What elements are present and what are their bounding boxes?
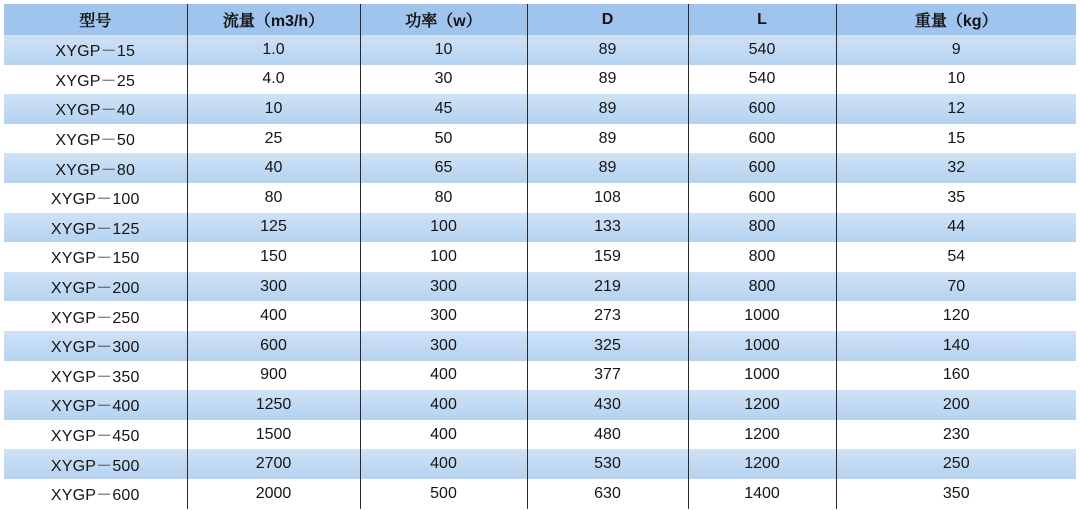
table-body — [4, 35, 1076, 509]
cell-d: 133 — [527, 213, 688, 243]
cell-model: XYGP－400 — [4, 390, 187, 420]
cell-weight: 10 — [947, 70, 966, 88]
table-row — [4, 153, 1076, 183]
cell-model: XYGP－450 — [4, 420, 187, 450]
table-row — [4, 65, 1076, 95]
table-row — [4, 124, 1076, 154]
cell-flow: 400 — [187, 301, 360, 331]
cell-flow: 40 — [187, 153, 360, 183]
cell-model: XYGP－250 — [4, 301, 187, 331]
cell-flow: 125 — [187, 213, 360, 243]
cell-l: 540 — [688, 65, 836, 95]
cell-l: 1200 — [688, 449, 836, 479]
cell-flow: 80 — [187, 183, 360, 213]
table-row — [4, 301, 1076, 331]
cell-model: XYGP－25 — [4, 65, 187, 95]
cell-d: 630 — [527, 479, 688, 509]
cell-power: 500 — [360, 479, 527, 509]
cell-weight: 230 — [942, 425, 970, 443]
cell-l: 600 — [688, 153, 836, 183]
cell-power: 300 — [360, 272, 527, 302]
table-row — [4, 449, 1076, 479]
cell-l: 600 — [688, 124, 836, 154]
cell-flow: 150 — [187, 242, 360, 272]
table-row — [4, 94, 1076, 124]
cell-model: XYGP－100 — [4, 183, 187, 213]
cell-l: 1000 — [688, 361, 836, 391]
cell-d: 480 — [527, 420, 688, 450]
header-flow: 流量（m3/h） — [187, 4, 360, 35]
cell-model: XYGP－15 — [4, 35, 187, 65]
cell-flow: 300 — [187, 272, 360, 302]
cell-weight: 44 — [947, 218, 966, 236]
cell-l: 800 — [688, 213, 836, 243]
cell-d: 530 — [527, 449, 688, 479]
cell-weight: 250 — [942, 455, 970, 473]
cell-d: 430 — [527, 390, 688, 420]
cell-flow: 10 — [187, 94, 360, 124]
cell-power: 100 — [360, 213, 527, 243]
cell-flow: 600 — [187, 331, 360, 361]
header-model: 型号 — [4, 4, 187, 35]
cell-d: 325 — [527, 331, 688, 361]
table-row — [4, 420, 1076, 450]
cell-power: 300 — [360, 301, 527, 331]
cell-model: XYGP－600 — [4, 479, 187, 509]
cell-power: 400 — [360, 449, 527, 479]
cell-power: 300 — [360, 331, 527, 361]
cell-d: 89 — [527, 65, 688, 95]
cell-flow: 25 — [187, 124, 360, 154]
table-header — [4, 4, 1076, 35]
cell-model: XYGP－125 — [4, 213, 187, 243]
header-row — [4, 4, 1076, 35]
cell-flow: 1.0 — [187, 35, 360, 65]
cell-l: 1400 — [688, 479, 836, 509]
cell-weight: 120 — [942, 307, 970, 325]
cell-d: 89 — [527, 35, 688, 65]
cell-power: 400 — [360, 361, 527, 391]
cell-power: 100 — [360, 242, 527, 272]
cell-flow: 2700 — [187, 449, 360, 479]
cell-d: 377 — [527, 361, 688, 391]
cell-weight: 12 — [947, 99, 966, 117]
header-weight: 重量（kg） — [914, 13, 998, 30]
cell-flow: 1250 — [187, 390, 360, 420]
cell-power: 10 — [360, 35, 527, 65]
cell-power: 400 — [360, 390, 527, 420]
table-row — [4, 183, 1076, 213]
cell-model: XYGP－500 — [4, 449, 187, 479]
cell-model: XYGP－150 — [4, 242, 187, 272]
table-row — [4, 479, 1076, 509]
cell-flow: 4.0 — [187, 65, 360, 95]
cell-l: 1200 — [688, 420, 836, 450]
cell-weight: 35 — [947, 188, 966, 206]
cell-weight: 200 — [942, 395, 970, 413]
table-row — [4, 390, 1076, 420]
cell-d: 273 — [527, 301, 688, 331]
table-row — [4, 361, 1076, 391]
cell-model: XYGP－300 — [4, 331, 187, 361]
cell-l: 1200 — [688, 390, 836, 420]
cell-power: 45 — [360, 94, 527, 124]
cell-weight: 32 — [947, 159, 966, 177]
cell-weight: 9 — [951, 40, 961, 58]
cell-weight: 15 — [947, 129, 966, 147]
spec-table — [4, 4, 1076, 509]
cell-model: XYGP－200 — [4, 272, 187, 302]
cell-power: 400 — [360, 420, 527, 450]
table-row — [4, 272, 1076, 302]
cell-l: 800 — [688, 272, 836, 302]
cell-weight: 70 — [947, 277, 966, 295]
cell-weight: 160 — [942, 366, 970, 384]
cell-l: 600 — [688, 183, 836, 213]
cell-l: 800 — [688, 242, 836, 272]
cell-weight: 140 — [942, 336, 970, 354]
cell-flow: 2000 — [187, 479, 360, 509]
cell-l: 1000 — [688, 331, 836, 361]
cell-power: 65 — [360, 153, 527, 183]
cell-power: 50 — [360, 124, 527, 154]
table-row — [4, 213, 1076, 243]
header-l: L — [688, 4, 836, 35]
cell-l: 1000 — [688, 301, 836, 331]
header-power: 功率（w） — [360, 4, 527, 35]
table-row — [4, 242, 1076, 272]
cell-d: 108 — [527, 183, 688, 213]
table-row — [4, 35, 1076, 65]
cell-l: 600 — [688, 94, 836, 124]
cell-d: 89 — [527, 94, 688, 124]
cell-weight: 54 — [947, 247, 966, 265]
cell-d: 159 — [527, 242, 688, 272]
header-d: D — [527, 4, 688, 35]
cell-l: 540 — [688, 35, 836, 65]
cell-model: XYGP－350 — [4, 361, 187, 391]
table-row — [4, 331, 1076, 361]
cell-flow: 1500 — [187, 420, 360, 450]
cell-power: 80 — [360, 183, 527, 213]
cell-d: 219 — [527, 272, 688, 302]
cell-weight: 350 — [942, 484, 970, 502]
cell-model: XYGP－80 — [4, 153, 187, 183]
cell-model: XYGP－40 — [4, 94, 187, 124]
cell-d: 89 — [527, 124, 688, 154]
cell-model: XYGP－50 — [4, 124, 187, 154]
cell-power: 30 — [360, 65, 527, 95]
cell-flow: 900 — [187, 361, 360, 391]
cell-d: 89 — [527, 153, 688, 183]
